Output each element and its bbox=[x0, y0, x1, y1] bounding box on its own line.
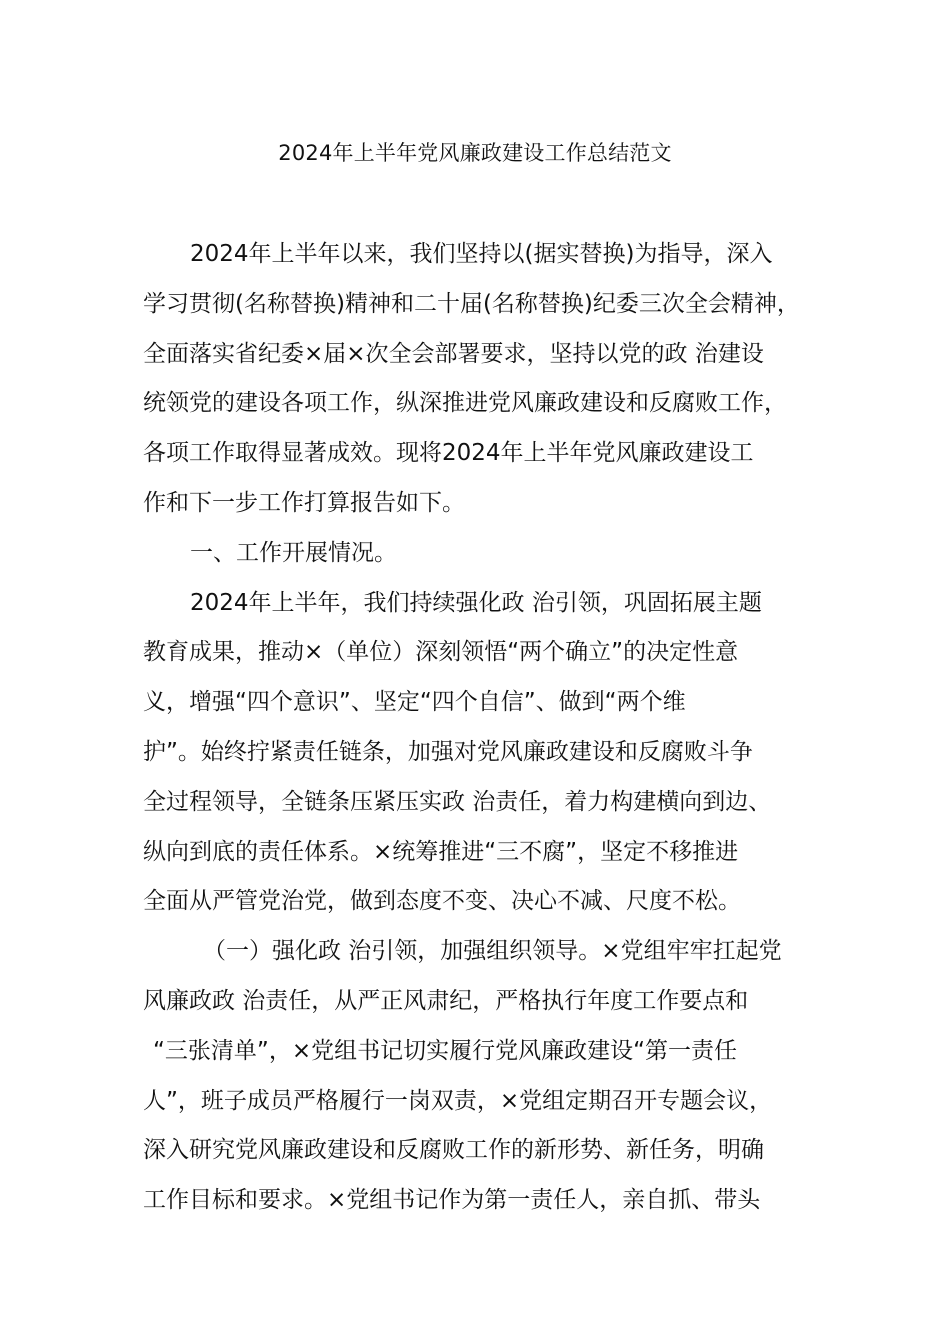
paragraph-line: 2024年上半年以来，我们坚持以(据实替换)为指导，深入 bbox=[190, 241, 773, 267]
paragraph-line: 教育成果，推动×（单位）深刻领悟“两个确立”的决定性意 bbox=[143, 639, 739, 666]
paragraph-line: 纵向到底的责任体系。×统筹推进“三不腐”，坚定不移推进 bbox=[143, 838, 739, 865]
document-body bbox=[143, 230, 813, 1226]
paragraph-line: 全过程领导，全链条压紧压实政 治责任，着力构建横向到边、 bbox=[143, 788, 772, 815]
paragraph-line: 学习贯彻(名称替换)精神和二十届(名称替换)纪委三次全会精神， bbox=[143, 290, 800, 317]
paragraph-line: 工作目标和要求。×党组书记作为第一责任人，亲自抓、带头 bbox=[143, 1187, 761, 1214]
paragraph-line: 义，增强“四个意识”、坚定“四个自信”、做到“两个维 bbox=[143, 689, 686, 716]
paragraph-line: 护”。始终拧紧责任链条，加强对党风廉政建设和反腐败斗争 bbox=[143, 738, 753, 765]
paragraph-line: 人”，班子成员严格履行一岗双责，×党组定期召开专题会议， bbox=[143, 1087, 773, 1114]
paragraph-line: 全面从严管党治党，做到态度不变、决心不减、尺度不松。 bbox=[143, 888, 741, 915]
section-heading: 一、工作开展情况。 bbox=[190, 539, 397, 566]
paragraph-line: 各项工作取得显著成效。现将2024年上半年党风廉政建设工 bbox=[143, 440, 754, 467]
paragraph-line: 风廉政政 治责任，从严正风肃纪，严格执行年度工作要点和 bbox=[143, 987, 749, 1014]
paragraph-line: 作和下一步工作打算报告如下。 bbox=[143, 489, 465, 516]
paragraph-line: “三张清单”，×党组书记切实履行党风廉政建设“第一责任 bbox=[153, 1037, 738, 1064]
document-title: 2024年上半年党风廉政建设工作总结范文 bbox=[278, 141, 672, 165]
paragraph-line: 2024年上半年，我们持续强化政 治引领，巩固拓展主题 bbox=[190, 589, 762, 616]
paragraph-line: 深入研究党风廉政建设和反腐败工作的新形势、新任务，明确 bbox=[143, 1137, 764, 1164]
paragraph-line: 统领党的建设各项工作，纵深推进党风廉政建设和反腐败工作， bbox=[143, 390, 787, 417]
paragraph-line: 全面落实省纪委×届×次全会部署要求，坚持以党的政 治建设 bbox=[143, 340, 764, 367]
subsection-heading-line: （一）强化政 治引领，加强组织领导。×党组牢牢扛起党 bbox=[203, 938, 782, 965]
